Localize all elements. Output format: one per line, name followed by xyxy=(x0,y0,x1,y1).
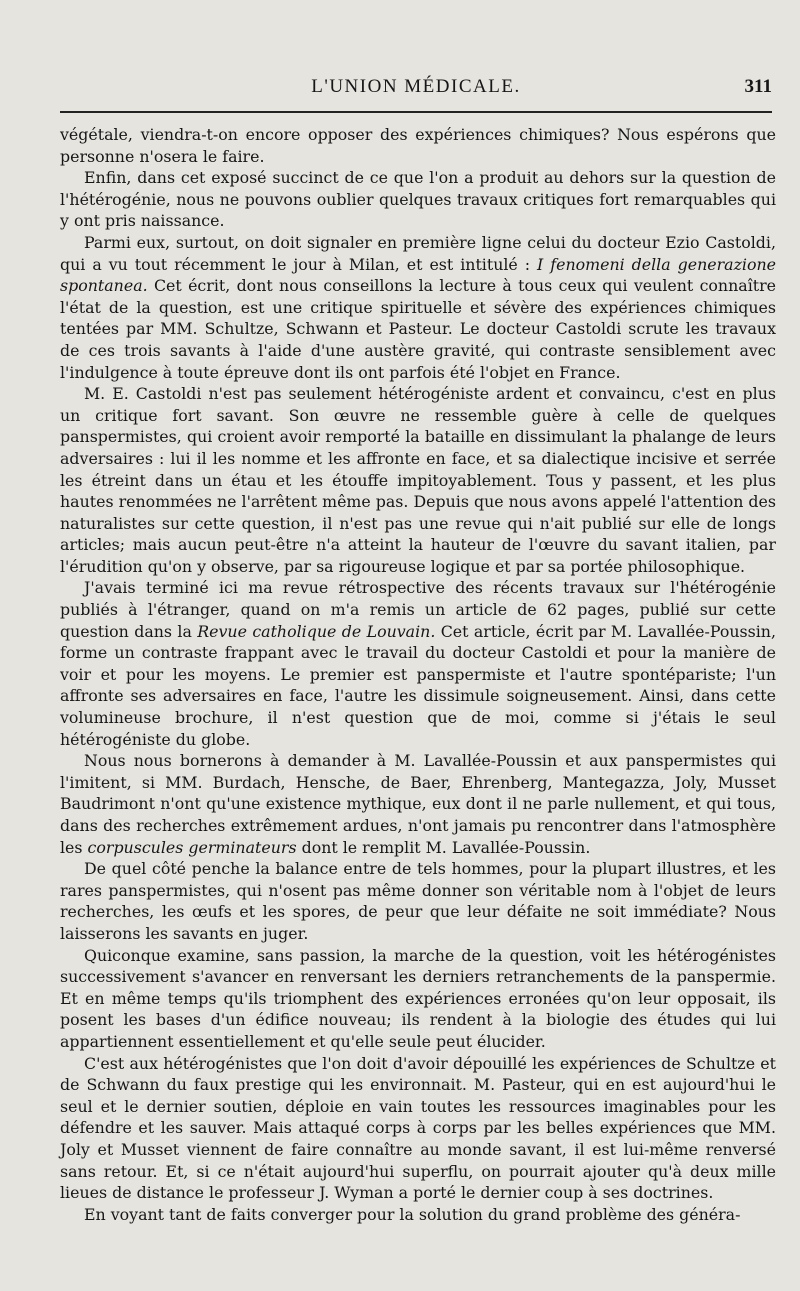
italic-title: I fenomeni della generazione spontanea. xyxy=(60,254,776,296)
page-number: 311 xyxy=(744,76,772,97)
paragraph xyxy=(60,577,776,750)
paragraph xyxy=(60,167,776,232)
text-segment: Cet article, écrit par M. Lavallée-Poussin, forme un contraste frappant avec le travail du docteur Castoldi et pour la manière de voir et pour les moyens. Le premier est panspermiste et l'autre spontépariste; l'un affronte ses adversaires en face, l'autre les dissimule soigneusement. Ainsi, dans cette volumineuse brochure, il n'est question que de moi, comme si j'étais le seul hétérogéniste du globe. xyxy=(60,621,776,749)
body-text xyxy=(60,124,776,1225)
text-segment: végétale, viendra-t-on encore opposer des expériences chimiques? Nous espérons que personne n'osera le faire. xyxy=(60,125,776,166)
paragraph xyxy=(60,1053,776,1204)
text-segment: J'avais terminé ici ma revue rétrospective des récents travaux sur l'hétérogénie publiés à l'étranger, quand on m'a remis un article de 62 pages, publié sur cette question dans la xyxy=(60,578,776,641)
text-segment: Parmi eux, surtout, on doit signaler en première ligne celui du docteur Ezio Castoldi, qui a vu tout récemment le jour à Milan, et est intitulé : xyxy=(60,232,776,274)
paragraph xyxy=(60,232,776,383)
page-header xyxy=(60,76,772,104)
text-segment: Quiconque examine, sans passion, la marche de la question, voit les hétérogénistes successivement s'avancer en renversant les derniers retranchements de la panspermie. Et en même temps qu'ils triomphent des expériences erronées qu'on leur opposait, ils posent les bases d'un édifice nouveau; ils rendent à la biologie des études qui lui appartiennent essentiellement et qu'elle seule peut élucider. xyxy=(60,945,776,1051)
paragraph xyxy=(60,945,776,1053)
italic-title: corpuscules germinateurs xyxy=(87,837,297,857)
running-title: L'UNION MÉDICALE. xyxy=(311,76,521,97)
paragraph xyxy=(60,1204,776,1226)
paragraph xyxy=(60,124,776,167)
text-segment: C'est aux hétérogénistes que l'on doit d'avoir dépouillé les expériences de Schultze et de Schwann du faux prestige qui les environnait. M. Pasteur, qui en est aujourd'hui le seul et le dernier soutien, déploie en vain toutes les ressources imaginables pour les défendre et les sauver. Mais attaqué corps à corps par les belles expériences que MM. Joly et Musset viennent de faire connaître au monde savant, il est lui-même renversé sans retour. Et, si ce n'était aujourd'hui superflu, on pourrait ajouter qu'à deux mille lieues de distance le professeur J. Wyman a porté le dernier coup à ses doctrines. xyxy=(60,1053,776,1203)
paragraph xyxy=(60,383,776,577)
paragraph xyxy=(60,750,776,858)
paragraph xyxy=(60,858,776,944)
text-segment: Cet écrit, dont nous conseillons la lecture à tous ceux qui veulent connaître l'état de la question, est une critique spirituelle et sévère des expériences chimiques tentées par MM. Schultze, Schwann et Pasteur. Le docteur Castoldi scrute les travaux de ces trois savants à l'aide d'une austère gravité, qui contraste sensiblement avec l'indulgence à toute épreuve dont ils ont parfois été l'objet en France. xyxy=(60,276,776,382)
text-segment: M. E. Castoldi n'est pas seulement hétérogéniste ardent et convaincu, c'est en plus un critique fort savant. Son œuvre ne ressemble guère à celle de quelques panspermistes, qui croient avoir remporté la bataille en dissimulant la phalange de leurs adversaires : lui il les nomme et les affronte en face, et sa dialectique incisive et serrée les étreint dans un étau et les étouffe impitoyablement. Tous y passent, et les plus hautes renommées ne l'arrêtent même pas. Depuis que nous avons appelé l'attention des naturalistes sur cette question, il n'est pas une revue qui n'ait publié sur elle de longs articles; mais aucun peut-être n'a atteint la hauteur de l'œuvre du savant italien, par l'érudition qu'on y observe, par sa rigoureuse logique et par sa portée philosophique. xyxy=(60,384,776,576)
text-segment: Nous nous bornerons à demander à M. Lavallée-Poussin et aux panspermistes qui l'imitent, si MM. Burdach, Hensche, de Baer, Ehrenberg, Mantegazza, Joly, Musset Baudrimont n'ont qu'une existence mythique, eux dont il ne parle nullement, et qui tous, dans des recherches extrêmement ardues, n'ont jamais pu rencontrer dans l'atmosphère les xyxy=(60,751,776,857)
text-segment: De quel côté penche la balance entre de tels hommes, pour la plupart illustres, et les rares panspermistes, qui n'osent pas même donner son véritable nom à l'objet de leurs recherches, les œufs et les spores, de peur que leur défaite ne soit immédiate? Nous laisserons les savants en juger. xyxy=(60,859,776,943)
header-rule xyxy=(60,111,772,113)
italic-title: Revue catholique de Louvain. xyxy=(197,621,436,641)
text-segment: dont le remplit M. Lavallée-Poussin. xyxy=(296,837,591,857)
text-segment: Enfin, dans cet exposé succinct de ce que l'on a produit au dehors sur la question de l'hétérogénie, nous ne pouvons oublier quelques travaux critiques fort remarquables qui y ont pris naissance. xyxy=(60,168,776,231)
text-segment: En voyant tant de faits converger pour la solution du grand problème des généra- xyxy=(84,1204,741,1224)
